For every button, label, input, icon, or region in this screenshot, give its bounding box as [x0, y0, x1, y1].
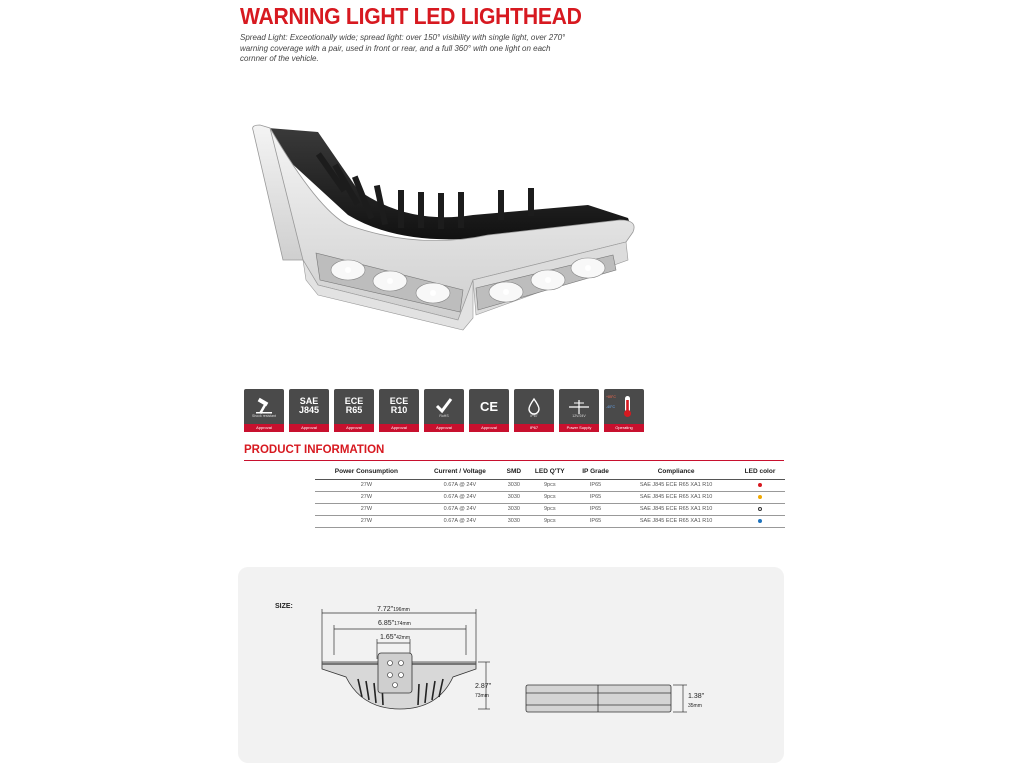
depth-dimension: 1.38" 35mm: [688, 693, 705, 709]
table-cell: 9pcs: [526, 503, 574, 515]
table-cell: 27W: [315, 515, 418, 527]
certification-badges: [244, 389, 644, 438]
product-info-table: [315, 464, 785, 528]
table-cell: SAE J845 ECE R65 XA1 R10: [617, 491, 735, 503]
intro-text: Spread Light: Exceotionally wide; spread light: over 150° visibility with single light, over 270° warning coverage with a pair, used in front or rear, and a full 360° with one light on each cornner of the vehicle.: [240, 33, 566, 63]
table-cell: IP65: [574, 491, 617, 503]
sae-j845-badge: SAE J845 Approval: [289, 389, 329, 432]
ece-r10-badge: ECE R10 Approval: [379, 389, 419, 432]
operating-temperature-badge: +85°C -40°C Operating Temperature: [604, 389, 644, 432]
mount-width-dimension: 1.65"42mm: [380, 634, 411, 641]
table-cell: 3030: [502, 479, 526, 491]
table-header: Compliance: [617, 464, 735, 479]
table-cell: IP65: [574, 479, 617, 491]
table-header: SMD: [502, 464, 526, 479]
table-cell: IP65: [574, 503, 617, 515]
table-row: [315, 491, 785, 503]
power-supply-icon: [568, 398, 590, 414]
table-cell: 0.67A @ 24V: [418, 503, 502, 515]
ip67-badge: IP67 IP67: [514, 389, 554, 432]
dimension-drawing: [238, 567, 784, 763]
power-supply-badge: 12V/24V Power Supply: [559, 389, 599, 432]
table-cell: 0.67A @ 24V: [418, 479, 502, 491]
hammer-icon: [255, 398, 273, 414]
table-row: [315, 479, 785, 491]
section-divider: [244, 460, 784, 461]
table-cell: 3030: [502, 491, 526, 503]
check-icon: [435, 398, 453, 414]
table-cell: 3030: [502, 503, 526, 515]
rohs-badge: RoHS Approval: [424, 389, 464, 432]
table-header: LED Q'TY: [526, 464, 574, 479]
table-header: Current / Voltage: [418, 464, 502, 479]
width-inner-dimension: 6.85"174mm: [378, 620, 411, 627]
shock-resistant-badge: Shock resistant Approval: [244, 389, 284, 432]
led-color-dot: [758, 483, 762, 487]
ece-r65-badge: ECE R65 Approval: [334, 389, 374, 432]
table-cell: 0.67A @ 24V: [418, 515, 502, 527]
led-color-dot: [758, 507, 762, 511]
table-cell: 27W: [315, 479, 418, 491]
table-cell: 0.67A @ 24V: [418, 491, 502, 503]
width-overall-dimension: 7.72"196mm: [377, 606, 410, 613]
table-cell: 3030: [502, 515, 526, 527]
table-row: [315, 515, 785, 527]
table-cell: 9pcs: [526, 491, 574, 503]
size-label: SIZE:: [275, 603, 293, 610]
table-cell: IP65: [574, 515, 617, 527]
table-cell: SAE J845 ECE R65 XA1 R10: [617, 503, 735, 515]
table-row: [315, 503, 785, 515]
water-drop-icon: [528, 398, 540, 414]
table-cell: 27W: [315, 491, 418, 503]
table-header-row: [315, 464, 785, 479]
table-cell: 9pcs: [526, 479, 574, 491]
product-image: [248, 120, 648, 350]
led-color-dot: [758, 519, 762, 523]
table-cell: 9pcs: [526, 515, 574, 527]
table-header: IP Grade: [574, 464, 617, 479]
table-cell: 27W: [315, 503, 418, 515]
table-header: LED color: [735, 464, 785, 479]
height-dimension: 2.87" 73mm: [475, 683, 492, 699]
led-color-dot: [758, 495, 762, 499]
table-header: Power Consumption: [315, 464, 418, 479]
table-cell: SAE J845 ECE R65 XA1 R10: [617, 479, 735, 491]
section-title: PRODUCT INFORMATION: [244, 444, 385, 456]
table-cell: SAE J845 ECE R65 XA1 R10: [617, 515, 735, 527]
ce-badge: CE Approval: [469, 389, 509, 432]
page-title: WARNING LIGHT LED LIGHTHEAD: [240, 3, 582, 29]
